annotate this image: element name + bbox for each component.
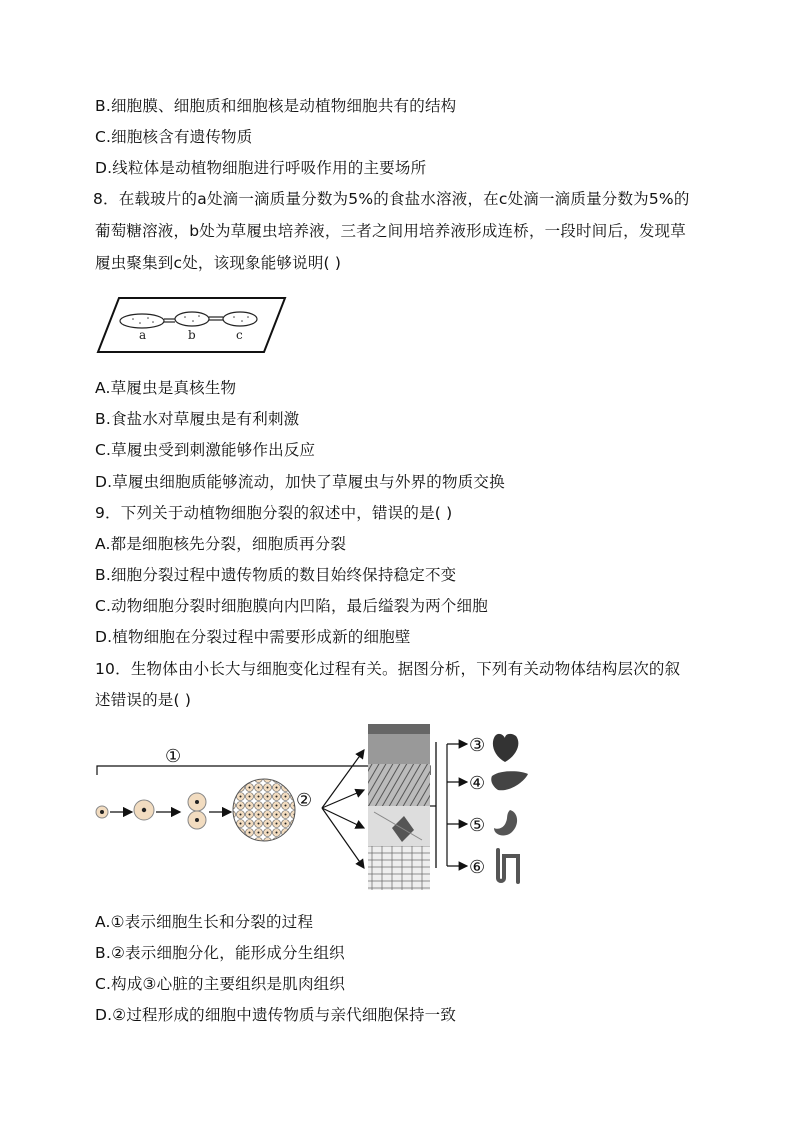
q9-stem: 9．下列关于动植物细胞分裂的叙述中，错误的是( ) <box>95 504 453 522</box>
q9-option-d: D.植物细胞在分裂过程中需要形成新的细胞壁 <box>95 628 411 646</box>
label-c: c <box>236 328 243 342</box>
stomach-icon <box>494 810 517 835</box>
tissue-4 <box>368 846 430 890</box>
q10-stem-line2: 述错误的是( ) <box>95 691 192 709</box>
cell-mass <box>233 779 295 841</box>
label-b: b <box>188 328 196 342</box>
q8-stem-line1: 8．在载玻片的a处滴一滴质量分数为5%的食盐水溶液，在c处滴一滴质量分数为5%的 <box>93 190 690 208</box>
intestine-icon <box>498 850 518 882</box>
tissue-2 <box>368 764 430 806</box>
label-2: ② <box>296 790 313 811</box>
q9-option-a: A.都是细胞核先分裂，细胞质再分裂 <box>95 535 347 553</box>
label-a: a <box>139 328 147 342</box>
liver-icon <box>491 771 528 790</box>
drop-c <box>223 312 257 326</box>
q8-stem-line3: 履虫聚集到c处，该现象能够说明( ) <box>95 254 342 272</box>
q10-option-d: D.②过程形成的细胞中遗传物质与亲代细胞保持一致 <box>95 1006 457 1024</box>
q8-option-c: C.草履虫受到刺激能够作出反应 <box>95 441 316 459</box>
development-figure <box>92 720 537 895</box>
two-cells <box>188 793 206 829</box>
heart-icon <box>493 734 519 762</box>
q9-option-c: C.动物细胞分裂时细胞膜向内凹陷，最后缢裂为两个细胞 <box>95 597 488 615</box>
q8-option-a: A.草履虫是真核生物 <box>95 379 237 397</box>
q10-option-a: A.①表示细胞生长和分裂的过程 <box>95 913 314 931</box>
q10-stem-line1: 10．生物体由小长大与细胞变化过程有关。据图分析，下列有关动物体结构层次的叙 <box>95 660 681 678</box>
drop-b <box>175 312 209 326</box>
q9-option-b: B.细胞分裂过程中遗传物质的数目始终保持稳定不变 <box>95 566 457 584</box>
single-cell-2 <box>134 800 154 820</box>
q7-option-c: C.细胞核含有遗传物质 <box>95 128 253 146</box>
label-1: ① <box>165 746 182 767</box>
label-3: ③ <box>469 735 486 756</box>
q8-option-b: B.食盐水对草履虫是有利刺激 <box>95 410 300 428</box>
q10-option-b: B.②表示细胞分化，能形成分生组织 <box>95 944 345 962</box>
single-cell-1 <box>96 806 108 818</box>
label-5: ⑤ <box>469 815 486 836</box>
slide-figure <box>95 295 290 355</box>
q8-option-d: D.草履虫细胞质能够流动，加快了草履虫与外界的物质交换 <box>95 473 505 491</box>
q7-option-d: D.线粒体是动植物细胞进行呼吸作用的主要场所 <box>95 159 427 177</box>
q10-option-c: C.构成③心脏的主要组织是肌肉组织 <box>95 975 346 993</box>
glass-slide <box>98 298 285 352</box>
q7-option-b: B.细胞膜、细胞质和细胞核是动植物细胞共有的结构 <box>95 97 457 115</box>
label-6: ⑥ <box>469 857 486 878</box>
q8-stem-line2: 葡萄糖溶液，b处为草履虫培养液，三者之间用培养液形成连桥，一段时间后，发现草 <box>95 222 686 240</box>
label-4: ④ <box>469 773 486 794</box>
drop-a <box>120 314 164 328</box>
